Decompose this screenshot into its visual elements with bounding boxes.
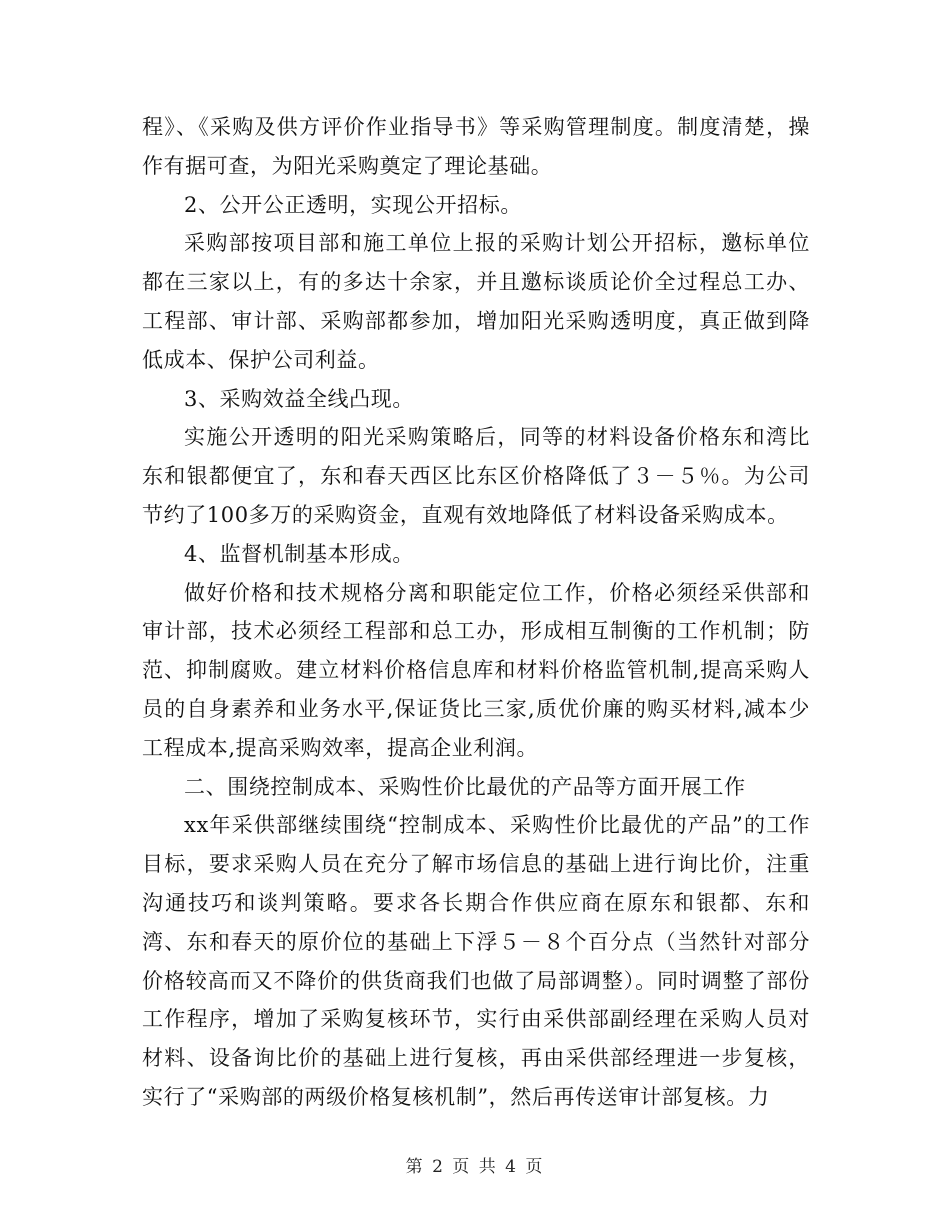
document-body xyxy=(142,108,810,1117)
section-heading-2: 2、公开公正透明，实现公开招标。 xyxy=(184,192,522,217)
section-heading-two: 二、围绕控制成本、采购性价比最优的产品等方面开展工作 xyxy=(184,774,746,799)
paragraph-benefits: 实施公开透明的阳光采购策略后，同等的材料设备价格东和湾比东和银都便宜了，东和春天西区比东区价格降低了３－５％。为公司节约了100多万的采购资金，直观有效地降低了材料设备采购成本。 xyxy=(142,425,810,527)
paragraph-open-bidding: 采购部按项目部和施工单位上报的采购计划公开招标，邀标单位都在三家以上，有的多达十余家，并且邀标谈质论价全过程总工办、工程部、审计部、采购部都参加，增加阳光采购透明度，真正做到降低成本、保护公司利益。 xyxy=(142,231,810,372)
paragraph-cost-control: xx年采供部继续围绕“控制成本、采购性价比最优的产品”的工作目标，要求采购人员在充分了解市场信息的基础上进行询比价，注重沟通技巧和谈判策略。要求各长期合作供应商在原东和银都、东和湾、东和春天的原价位的基础上下浮５－８个百分点（当然针对部分价格较高而又不降价的供货商我们也做了局部调整）。同时调整了部份工作程序，增加了采购复核环节，实行由采供部副经理在采购人员对材料、设备询比价的基础上进行复核，再由采供部经理进一步复核，实行了“采购部的两级价格复核机制”，然后再传送审计部复核。力 xyxy=(142,813,810,1109)
paragraph-supervision: 做好价格和技术规格分离和职能定位工作，价格必须经采供部和审计部，技术必须经工程部和总工办，形成相互制衡的工作机制；防范、抑制腐败。建立材料价格信息库和材料价格监管机制,提高采购人员的自身素养和业务水平,保证货比三家,质优价廉的购买材料,减本少工程成本,提高采购效率，提高企业利润。 xyxy=(142,580,810,760)
paragraph-continuation: 程》、《采购及供方评价作业指导书》等采购管理制度。制度清楚，操作有据可查，为阳光采购奠定了理论基础。 xyxy=(142,115,810,178)
page-number: 第 2 页 共 4 页 xyxy=(405,1157,545,1177)
section-heading-4: 4、监督机制基本形成。 xyxy=(184,541,414,566)
section-heading-3: 3、采购效益全线凸现。 xyxy=(184,386,414,411)
